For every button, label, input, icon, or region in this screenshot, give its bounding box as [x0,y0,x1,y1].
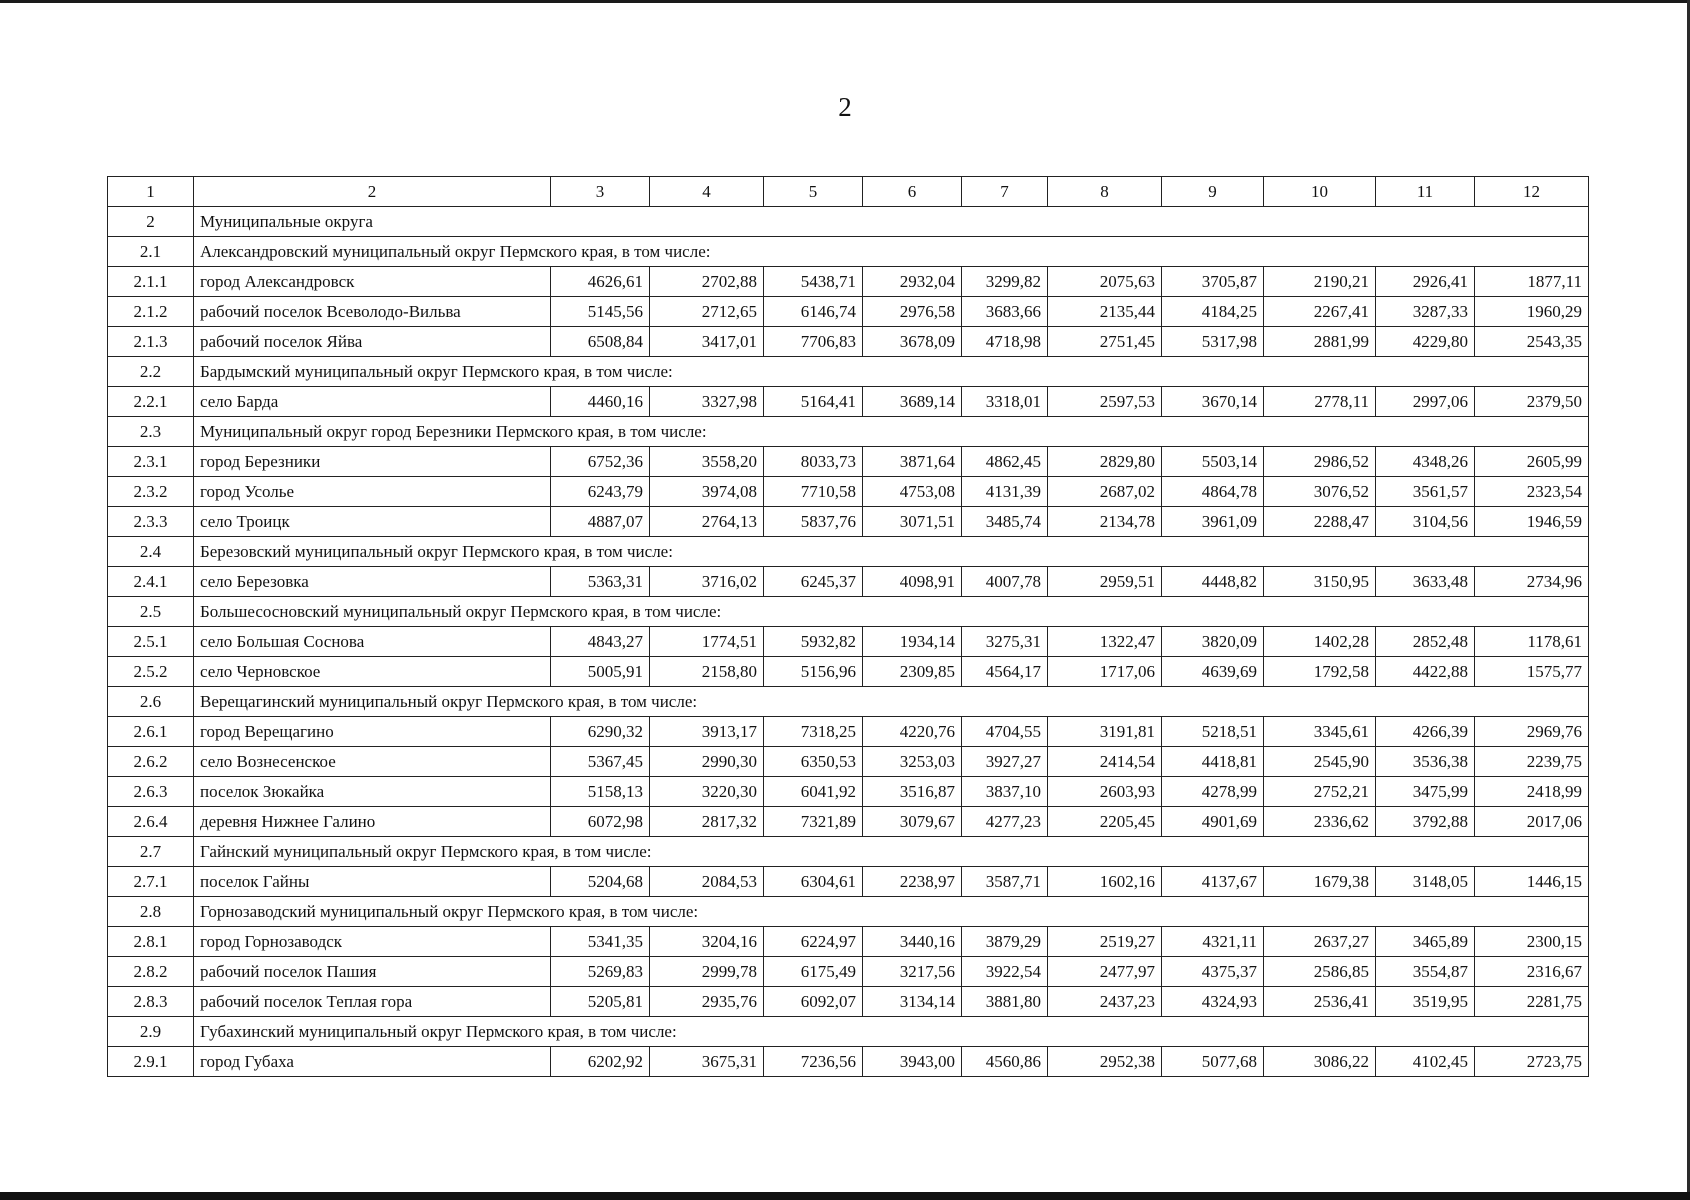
settlement-name: поселок Зюкайка [194,777,551,807]
settlement-name: город Александровск [194,267,551,297]
table-row [108,867,1589,897]
row-number: 2.6.3 [108,777,194,807]
section-row [108,237,1589,267]
table-row [108,297,1589,327]
value-cell: 4321,11 [1162,927,1264,957]
value-cell: 3561,57 [1376,477,1475,507]
value-cell: 3792,88 [1376,807,1475,837]
value-cell: 2976,58 [863,297,962,327]
value-cell: 5837,76 [764,507,863,537]
value-cell: 6092,07 [764,987,863,1017]
row-number: 2.8.2 [108,957,194,987]
value-cell: 4626,61 [551,267,650,297]
settlement-name: город Усолье [194,477,551,507]
settlement-name: рабочий поселок Пашия [194,957,551,987]
value-cell: 3253,03 [863,747,962,777]
value-cell: 2134,78 [1048,507,1162,537]
settlement-name: село Черновское [194,657,551,687]
value-cell: 3275,31 [962,627,1048,657]
value-cell: 1446,15 [1475,867,1589,897]
value-cell: 2379,50 [1475,387,1589,417]
value-cell: 2935,76 [650,987,764,1017]
settlement-name: город Березники [194,447,551,477]
value-cell: 4137,67 [1162,867,1264,897]
settlement-name: село Вознесенское [194,747,551,777]
header-cell: 2 [194,177,551,207]
value-cell: 2323,54 [1475,477,1589,507]
table-row [108,327,1589,357]
value-cell: 1934,14 [863,627,962,657]
value-cell: 3191,81 [1048,717,1162,747]
value-cell: 3150,95 [1264,567,1376,597]
value-cell: 2586,85 [1264,957,1376,987]
row-number: 2.6 [108,687,194,717]
value-cell: 5363,31 [551,567,650,597]
settlement-name: деревня Нижнее Галино [194,807,551,837]
value-cell: 7236,56 [764,1047,863,1077]
value-cell: 4862,45 [962,447,1048,477]
value-cell: 4229,80 [1376,327,1475,357]
value-cell: 2084,53 [650,867,764,897]
row-number: 2.1 [108,237,194,267]
value-cell: 2536,41 [1264,987,1376,1017]
table-row [108,567,1589,597]
section-row [108,1017,1589,1047]
value-cell: 3516,87 [863,777,962,807]
value-cell: 3440,16 [863,927,962,957]
scan-edge-top [0,0,1690,3]
value-cell: 7710,58 [764,477,863,507]
value-cell: 4131,39 [962,477,1048,507]
header-cell: 7 [962,177,1048,207]
section-title: Верещагинский муниципальный округ Пермского края, в том числе: [194,687,1589,717]
value-cell: 5156,96 [764,657,863,687]
row-number: 2.6.4 [108,807,194,837]
value-cell: 4422,88 [1376,657,1475,687]
value-cell: 3689,14 [863,387,962,417]
value-cell: 6175,49 [764,957,863,987]
value-cell: 2300,15 [1475,927,1589,957]
value-cell: 2687,02 [1048,477,1162,507]
header-cell: 3 [551,177,650,207]
value-cell: 3927,27 [962,747,1048,777]
section-title: Александровский муниципальный округ Пермского края, в том числе: [194,237,1589,267]
header-cell: 4 [650,177,764,207]
row-number: 2.6.2 [108,747,194,777]
section-title: Муниципальный округ город Березники Пермского края, в том числе: [194,417,1589,447]
value-cell: 2519,27 [1048,927,1162,957]
value-cell: 3974,08 [650,477,764,507]
value-cell: 1178,61 [1475,627,1589,657]
value-cell: 4887,07 [551,507,650,537]
value-cell: 7706,83 [764,327,863,357]
table-row [108,927,1589,957]
value-cell: 5317,98 [1162,327,1264,357]
table-row [108,267,1589,297]
value-cell: 2723,75 [1475,1047,1589,1077]
row-number: 2.3 [108,417,194,447]
value-cell: 4753,08 [863,477,962,507]
value-cell: 2997,06 [1376,387,1475,417]
row-number: 2.3.1 [108,447,194,477]
value-cell: 2075,63 [1048,267,1162,297]
value-cell: 4448,82 [1162,567,1264,597]
value-cell: 2712,65 [650,297,764,327]
value-cell: 5367,45 [551,747,650,777]
value-cell: 1402,28 [1264,627,1376,657]
value-cell: 2702,88 [650,267,764,297]
value-cell: 3837,10 [962,777,1048,807]
value-cell: 2017,06 [1475,807,1589,837]
table-row [108,657,1589,687]
value-cell: 6224,97 [764,927,863,957]
header-cell: 1 [108,177,194,207]
row-number: 2.8.3 [108,987,194,1017]
row-number: 2 [108,207,194,237]
value-cell: 1575,77 [1475,657,1589,687]
settlement-name: город Губаха [194,1047,551,1077]
value-cell: 5341,35 [551,927,650,957]
value-cell: 3134,14 [863,987,962,1017]
value-cell: 3705,87 [1162,267,1264,297]
value-cell: 5269,83 [551,957,650,987]
header-cell: 5 [764,177,863,207]
table-row [108,747,1589,777]
value-cell: 5218,51 [1162,717,1264,747]
value-cell: 3076,52 [1264,477,1376,507]
value-cell: 2267,41 [1264,297,1376,327]
value-cell: 6245,37 [764,567,863,597]
value-cell: 3587,71 [962,867,1048,897]
row-number: 2.9 [108,1017,194,1047]
settlement-name: село Барда [194,387,551,417]
value-cell: 2969,76 [1475,717,1589,747]
value-cell: 3079,67 [863,807,962,837]
value-cell: 4460,16 [551,387,650,417]
value-cell: 6146,74 [764,297,863,327]
value-cell: 3879,29 [962,927,1048,957]
value-cell: 4184,25 [1162,297,1264,327]
section-title: Гайнский муниципальный округ Пермского края, в том числе: [194,837,1589,867]
value-cell: 4007,78 [962,567,1048,597]
value-cell: 4843,27 [551,627,650,657]
section-row [108,687,1589,717]
value-cell: 3536,38 [1376,747,1475,777]
value-cell: 3485,74 [962,507,1048,537]
row-number: 2.2 [108,357,194,387]
value-cell: 4375,37 [1162,957,1264,987]
header-cell: 8 [1048,177,1162,207]
value-cell: 2281,75 [1475,987,1589,1017]
value-cell: 5005,91 [551,657,650,687]
value-cell: 2881,99 [1264,327,1376,357]
header-cell: 12 [1475,177,1589,207]
value-cell: 6752,36 [551,447,650,477]
value-cell: 5204,68 [551,867,650,897]
table-row [108,447,1589,477]
table-body [108,177,1589,1077]
value-cell: 3204,16 [650,927,764,957]
value-cell: 8033,73 [764,447,863,477]
settlement-name: село Большая Соснова [194,627,551,657]
table-row [108,627,1589,657]
value-cell: 4102,45 [1376,1047,1475,1077]
value-cell: 2597,53 [1048,387,1162,417]
value-cell: 2637,27 [1264,927,1376,957]
value-cell: 3345,61 [1264,717,1376,747]
row-number: 2.1.2 [108,297,194,327]
table-row [108,987,1589,1017]
value-cell: 2437,23 [1048,987,1162,1017]
value-cell: 2751,45 [1048,327,1162,357]
value-cell: 4564,17 [962,657,1048,687]
value-cell: 5438,71 [764,267,863,297]
value-cell: 3465,89 [1376,927,1475,957]
settlement-name: село Березовка [194,567,551,597]
value-cell: 3299,82 [962,267,1048,297]
tariff-table [107,176,1589,1077]
row-number: 2.8 [108,897,194,927]
value-cell: 2309,85 [863,657,962,687]
section-title: Горнозаводский муниципальный округ Пермского края, в том числе: [194,897,1589,927]
row-number: 2.7 [108,837,194,867]
value-cell: 2316,67 [1475,957,1589,987]
page-number: 2 [838,92,852,122]
value-cell: 1679,38 [1264,867,1376,897]
section-row [108,417,1589,447]
section-title: Губахинский муниципальный округ Пермского края, в том числе: [194,1017,1589,1047]
settlement-name: рабочий поселок Яйва [194,327,551,357]
value-cell: 2477,97 [1048,957,1162,987]
value-cell: 6508,84 [551,327,650,357]
value-cell: 2852,48 [1376,627,1475,657]
value-cell: 1960,29 [1475,297,1589,327]
value-cell: 3820,09 [1162,627,1264,657]
value-cell: 2135,44 [1048,297,1162,327]
value-cell: 2288,47 [1264,507,1376,537]
value-cell: 3086,22 [1264,1047,1376,1077]
value-cell: 2239,75 [1475,747,1589,777]
value-cell: 3633,48 [1376,567,1475,597]
row-number: 2.5.2 [108,657,194,687]
value-cell: 5164,41 [764,387,863,417]
value-cell: 3558,20 [650,447,764,477]
value-cell: 3519,95 [1376,987,1475,1017]
value-cell: 4348,26 [1376,447,1475,477]
row-number: 2.8.1 [108,927,194,957]
row-number: 2.4 [108,537,194,567]
value-cell: 2603,93 [1048,777,1162,807]
row-number: 2.3.3 [108,507,194,537]
value-cell: 4278,99 [1162,777,1264,807]
table-row [108,957,1589,987]
row-number: 2.1.1 [108,267,194,297]
value-cell: 3943,00 [863,1047,962,1077]
row-number: 2.5 [108,597,194,627]
value-cell: 4266,39 [1376,717,1475,747]
value-cell: 2205,45 [1048,807,1162,837]
value-cell: 6072,98 [551,807,650,837]
value-cell: 4324,93 [1162,987,1264,1017]
column-number-row [108,177,1589,207]
value-cell: 3104,56 [1376,507,1475,537]
value-cell: 5205,81 [551,987,650,1017]
settlement-name: город Горнозаводск [194,927,551,957]
value-cell: 3922,54 [962,957,1048,987]
section-row [108,207,1589,237]
section-row [108,537,1589,567]
table-row [108,507,1589,537]
value-cell: 2926,41 [1376,267,1475,297]
row-number: 2.5.1 [108,627,194,657]
value-cell: 5503,14 [1162,447,1264,477]
value-cell: 2158,80 [650,657,764,687]
value-cell: 2986,52 [1264,447,1376,477]
scan-edge-bottom [0,1192,1690,1200]
value-cell: 6041,92 [764,777,863,807]
value-cell: 1792,58 [1264,657,1376,687]
header-cell: 11 [1376,177,1475,207]
value-cell: 4418,81 [1162,747,1264,777]
value-cell: 2829,80 [1048,447,1162,477]
value-cell: 5077,68 [1162,1047,1264,1077]
section-row [108,897,1589,927]
value-cell: 4704,55 [962,717,1048,747]
value-cell: 4277,23 [962,807,1048,837]
value-cell: 3287,33 [1376,297,1475,327]
value-cell: 2545,90 [1264,747,1376,777]
value-cell: 2238,97 [863,867,962,897]
value-cell: 1717,06 [1048,657,1162,687]
header-cell: 6 [863,177,962,207]
settlement-name: город Верещагино [194,717,551,747]
value-cell: 3881,80 [962,987,1048,1017]
value-cell: 4901,69 [1162,807,1264,837]
value-cell: 2418,99 [1475,777,1589,807]
value-cell: 3871,64 [863,447,962,477]
row-number: 2.4.1 [108,567,194,597]
section-title: Большесосновский муниципальный округ Пермского края, в том числе: [194,597,1589,627]
value-cell: 1322,47 [1048,627,1162,657]
value-cell: 3217,56 [863,957,962,987]
value-cell: 3554,87 [1376,957,1475,987]
value-cell: 3417,01 [650,327,764,357]
value-cell: 2190,21 [1264,267,1376,297]
value-cell: 4864,78 [1162,477,1264,507]
settlement-name: поселок Гайны [194,867,551,897]
value-cell: 6243,79 [551,477,650,507]
value-cell: 2336,62 [1264,807,1376,837]
value-cell: 4220,76 [863,717,962,747]
row-number: 2.9.1 [108,1047,194,1077]
value-cell: 3220,30 [650,777,764,807]
header-cell: 10 [1264,177,1376,207]
section-title: Березовский муниципальный округ Пермского края, в том числе: [194,537,1589,567]
value-cell: 1602,16 [1048,867,1162,897]
value-cell: 4560,86 [962,1047,1048,1077]
value-cell: 2752,21 [1264,777,1376,807]
value-cell: 4639,69 [1162,657,1264,687]
value-cell: 2778,11 [1264,387,1376,417]
value-cell: 2605,99 [1475,447,1589,477]
value-cell: 5158,13 [551,777,650,807]
value-cell: 3913,17 [650,717,764,747]
value-cell: 2959,51 [1048,567,1162,597]
value-cell: 5932,82 [764,627,863,657]
row-number: 2.1.3 [108,327,194,357]
value-cell: 3716,02 [650,567,764,597]
value-cell: 3683,66 [962,297,1048,327]
value-cell: 5145,56 [551,297,650,327]
value-cell: 3961,09 [1162,507,1264,537]
value-cell: 3327,98 [650,387,764,417]
value-cell: 6304,61 [764,867,863,897]
value-cell: 3675,31 [650,1047,764,1077]
value-cell: 1877,11 [1475,267,1589,297]
value-cell: 2414,54 [1048,747,1162,777]
value-cell: 6290,32 [551,717,650,747]
settlement-name: село Троицк [194,507,551,537]
section-row [108,837,1589,867]
value-cell: 3071,51 [863,507,962,537]
section-title: Бардымский муниципальный округ Пермского края, в том числе: [194,357,1589,387]
value-cell: 3678,09 [863,327,962,357]
value-cell: 3475,99 [1376,777,1475,807]
value-cell: 6350,53 [764,747,863,777]
value-cell: 2952,38 [1048,1047,1162,1077]
row-number: 2.6.1 [108,717,194,747]
value-cell: 2543,35 [1475,327,1589,357]
section-row [108,597,1589,627]
value-cell: 7318,25 [764,717,863,747]
value-cell: 2990,30 [650,747,764,777]
value-cell: 2817,32 [650,807,764,837]
settlement-name: рабочий поселок Всеволодо-Вильва [194,297,551,327]
header-cell: 9 [1162,177,1264,207]
value-cell: 4718,98 [962,327,1048,357]
value-cell: 2932,04 [863,267,962,297]
value-cell: 1774,51 [650,627,764,657]
value-cell: 6202,92 [551,1047,650,1077]
value-cell: 3318,01 [962,387,1048,417]
value-cell: 3670,14 [1162,387,1264,417]
value-cell: 2999,78 [650,957,764,987]
value-cell: 2764,13 [650,507,764,537]
row-number: 2.7.1 [108,867,194,897]
table-row [108,777,1589,807]
table-row [108,717,1589,747]
table-row [108,387,1589,417]
row-number: 2.2.1 [108,387,194,417]
table-row [108,477,1589,507]
settlement-name: рабочий поселок Теплая гора [194,987,551,1017]
section-row [108,357,1589,387]
table-row [108,807,1589,837]
value-cell: 1946,59 [1475,507,1589,537]
value-cell: 3148,05 [1376,867,1475,897]
value-cell: 4098,91 [863,567,962,597]
table-row [108,1047,1589,1077]
row-number: 2.3.2 [108,477,194,507]
value-cell: 2734,96 [1475,567,1589,597]
section-title: Муниципальные округа [194,207,1589,237]
value-cell: 7321,89 [764,807,863,837]
